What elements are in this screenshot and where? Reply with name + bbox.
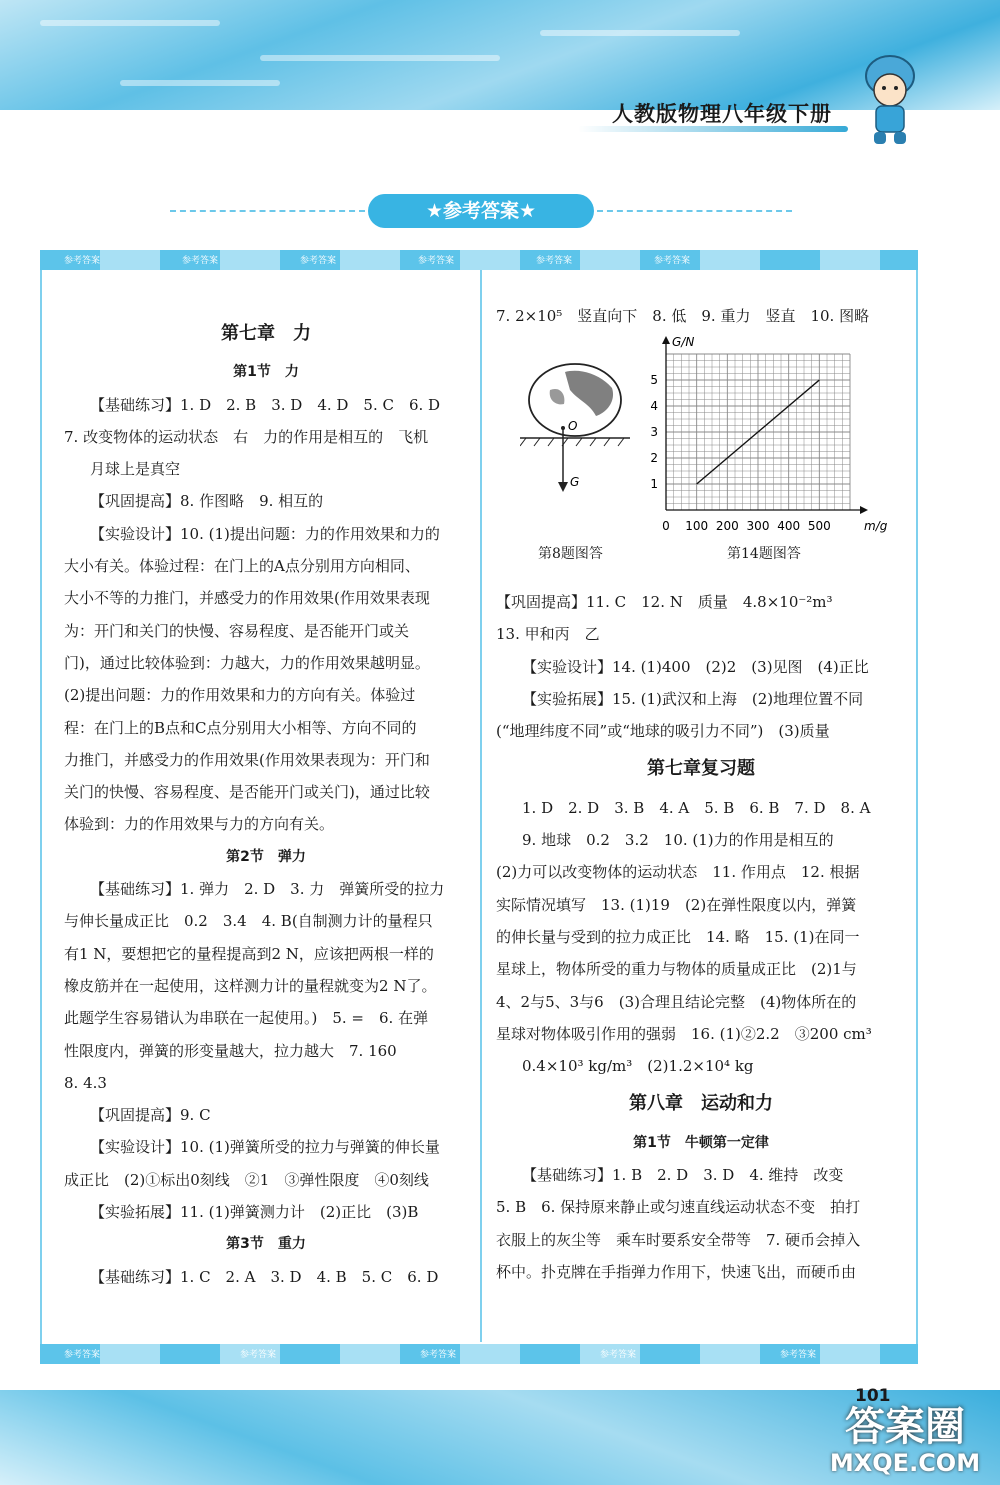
answer-line: 橡皮筋并在一起使用，这样测力计的量程就变为2 N了。 [64,976,437,995]
answer-line: 为：开门和关门的快慢、容易程度、是否能开门或关 [64,621,410,640]
band-label: 参考答案 [780,1350,817,1360]
book-title: 人教版物理八年级下册 [612,101,832,126]
answer-line: 力推门，并感受力的作用效果(作用效果表现为：开门和 [64,750,430,769]
answer-line: 【基础练习】1. B 2. D 3. D 4. 维持 改变 [522,1166,844,1185]
right-top-line [496,300,906,332]
band-label: 参考答案 [600,1350,637,1360]
x-axis-arrow [860,506,868,514]
y-axis-arrow [662,336,670,344]
force-g-label: G [570,475,580,489]
answer-line: 此题学生容易错认为串联在一起使用。) 5. = 6. 在弹 [64,1009,429,1028]
x-tick-label: 0 [662,519,670,533]
answer-line: 有1 N，要想把它的量程提高到2 N，应该把两根一样的 [64,944,434,963]
answer-line: 9. 地球 0.2 3.2 10. (1)力的作用是相互的 [522,831,834,850]
band-label: 参考答案 [64,256,101,266]
answer-line: 【基础练习】1. 弹力 2. D 3. 力 弹簧所受的拉力 [90,880,445,899]
y-tick-label: 2 [650,451,658,465]
answer-line: 【巩固提高】11. C 12. N 质量 4.8×10⁻²m³ [496,593,833,611]
band-label: 参考答案 [420,1350,457,1360]
answer-line: 的伸长量与受到的拉力成正比 14. 略 15. (1)在同一 [496,927,860,946]
answer-line: 1. D 2. D 3. B 4. A 5. B 6. B 7. D 8. A [522,798,871,817]
answer-line: 0.4×10³ kg/m³ (2)1.2×10⁴ kg [522,1057,754,1076]
answer-line: 月球上是真空 [90,460,181,479]
answer-line: 性限度内，弹簧的形变量越大，拉力越大 7. 160 [64,1041,397,1060]
answer-line: 5. B 6. 保持原来静止或匀速直线运动状态不变 拍打 [496,1198,861,1217]
watermark-logo [820,1395,990,1480]
section-heading: 第2节 弹力 [226,848,306,865]
y-tick-label: 1 [650,477,658,491]
answer-line: 【实验设计】10. (1)弹簧所受的拉力与弹簧的伸长量 [90,1138,440,1157]
right-column [496,586,906,1288]
band-label: 参考答案 [536,256,573,266]
band-label: 参考答案 [654,256,691,266]
answer-line: 杯中。扑克牌在手指弹力作用下，快速飞出，而硬币由 [496,1262,857,1281]
dash-line-right [597,210,792,212]
band-label: 参考答案 [240,1350,277,1360]
fig8-caption: 第8题图答 [538,546,603,562]
answer-line: 大小有关。体验过程：在门上的A点分别用方向相同、 [64,557,420,576]
answer-line: 【实验设计】10. (1)提出问题：力的作用效果和力的 [90,524,440,543]
watermark-url: MXQE.COM [829,1449,981,1477]
frame-top-band [40,250,918,270]
answer-line: 与伸长量成正比 0.2 3.4 4. B(自制测力计的量程只 [64,912,433,931]
answer-line: (“地理纬度不同”或“地球的吸引力不同”) (3)质量 [496,722,830,741]
x-tick-label: 200 [715,519,739,533]
chart-figure-14 [640,335,890,540]
top-banner [0,0,1000,110]
y-tick-label: 3 [650,425,658,439]
band-label: 参考答案 [182,256,219,266]
answer-line: 【基础练习】1. D 2. B 3. D 4. D 5. C 6. D [90,395,441,414]
section-heading: 第七章复习题 [647,758,755,780]
answer-line: 8. 4.3 [64,1073,107,1092]
answer-line: 【实验拓展】11. (1)弹簧测力计 (2)正比 (3)B [90,1203,419,1222]
band-label: 参考答案 [64,1350,101,1360]
answer-line: 【巩固提高】9. C [90,1106,211,1125]
mascot-icon [860,50,920,150]
column-divider [480,270,482,1342]
answer-line: 7. 改变物体的运动状态 右 力的作用是相互的 飞机 [64,427,429,446]
x-tick-label: 400 [777,519,801,533]
y-tick-label: 4 [650,399,658,413]
y-tick-label: 5 [650,373,658,387]
section-heading: 第八章 运动和力 [629,1093,773,1115]
x-tick-label: 100 [685,519,709,533]
section-heading: 第七章 力 [221,323,311,344]
answer-line: 13. 甲和丙 乙 [496,625,600,644]
answer-line: 【实验拓展】15. (1)武汉和上海 (2)地理位置不同 [522,689,864,708]
answer-line: 星球对物体吸引作用的强弱 16. (1)②2.2 ③200 cm³ [496,1024,872,1043]
x-tick-label: 300 [746,519,770,533]
y-axis-label: G/N [672,335,695,349]
section-heading: 第3节 重力 [226,1236,306,1253]
x-axis-label: m/g [864,519,888,533]
figure-8 [520,360,640,500]
section-heading: 第1节 牛顿第一定律 [633,1134,769,1151]
answer-line: 星球上，物体所受的重力与物体的质量成正比 (2)1与 [496,960,857,979]
page-number: 101 [855,1386,891,1406]
answer-line: 实际情况填写 13. (1)19 (2)在弹性限度以内，弹簧 [496,895,857,914]
answer-line: (2)提出问题：力的作用效果和力的方向有关。体验过 [64,686,416,705]
frame-bottom-band [40,1344,918,1364]
answer-line: 门)，通过比较体验到：力越大，力的作用效果越明显。 [64,653,430,672]
watermark-text: 答案圈 [845,1404,965,1450]
dash-line-left [170,210,365,212]
answer-line: 【实验设计】14. (1)400 (2)2 (3)见图 (4)正比 [522,657,869,676]
answer-heading: ★参考答案★ [368,194,594,228]
answer-line: 体验到：力的作用效果与力的方向有关。 [64,815,335,834]
section-heading: 第1节 力 [233,364,299,381]
answer-line: 衣服上的灰尘等 乘车时要系安全带等 7. 硬币会掉入 [496,1230,861,1249]
left-column [64,312,468,1293]
answer-line: 关门的快慢、容易程度、是否能开门或关门)，通过比较 [64,783,430,802]
x-tick-label: 500 [807,519,831,533]
fig14-caption: 第14题图答 [727,546,801,562]
answer-line: 成正比 (2)①标出0刻线 ②1 ③弹性限度 ④0刻线 [64,1170,429,1189]
answer-line: 大小不等的力推门，并感受力的作用效果(作用效果表现 [64,589,430,608]
band-label: 参考答案 [300,256,337,266]
band-label: 参考答案 [418,256,455,266]
answer-line: (2)力可以改变物体的运动状态 11. 作用点 12. 根据 [496,863,860,882]
title-swoosh [578,126,848,132]
answer-line: 程：在门上的B点和C点分别用大小相等、方向不同的 [64,718,417,737]
answer-line: 【巩固提高】8. 作图略 9. 相互的 [90,492,324,511]
answer-line: 【基础练习】1. C 2. A 3. D 4. B 5. C 6. D [90,1267,439,1286]
answer-line: 4、2与5、3与6 (3)合理且结论完整 (4)物体所在的 [496,992,857,1011]
answer-line: 7. 2×10⁵ 竖直向下 8. 低 9. 重力 竖直 10. 图略 [496,307,870,325]
point-o-label: O [568,419,578,433]
